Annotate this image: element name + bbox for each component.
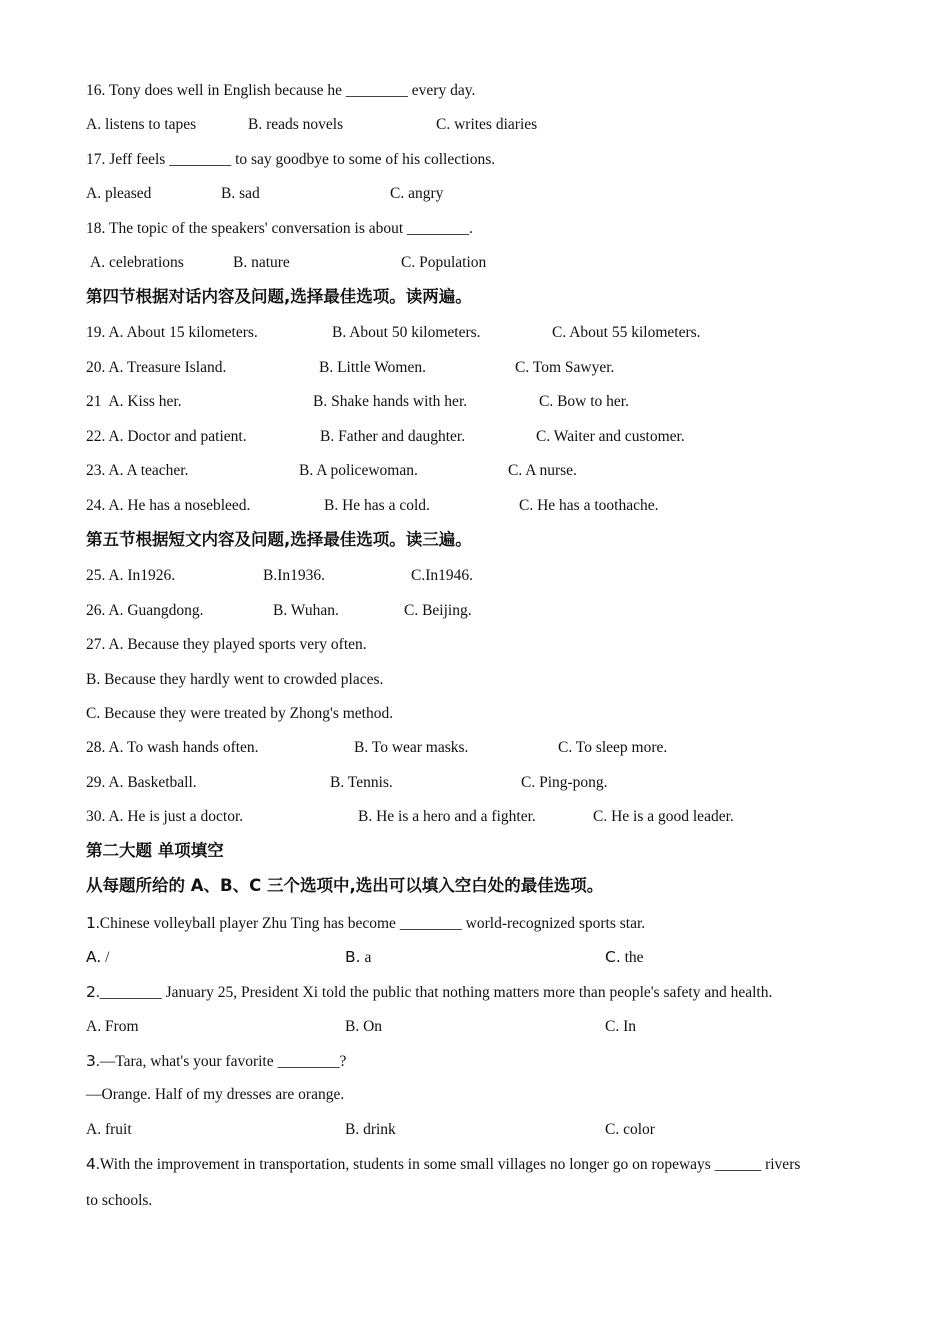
question-26-option-c: C. Beijing.	[404, 602, 472, 619]
question-25-option-c: C.In1946.	[411, 567, 473, 584]
part2-question-1-option-a	[86, 947, 109, 968]
question-20-option-c: C. Tom Sawyer.	[515, 359, 615, 376]
question-30-option-c: C. He is a good leader.	[593, 808, 734, 825]
question-19-option-a: 19. A. About 15 kilometers.	[86, 324, 258, 341]
question-30-option-a: 30. A. He is just a doctor.	[86, 808, 244, 825]
question-19-option-c: C. About 55 kilometers.	[552, 324, 701, 341]
question-22-option-a: 22. A. Doctor and patient.	[86, 428, 247, 445]
part2-question-4-text: .With the improvement in transportation, students in some small villages no longer go on ropeways ______ rivers	[95, 1156, 801, 1173]
part2-question-2-option-c: C. In	[605, 1018, 636, 1035]
part-2-title: 第二大题 单项填空	[86, 841, 224, 860]
part2-question-3-option-a: A. fruit	[86, 1121, 132, 1138]
question-24-option-b: B. He has a cold.	[324, 497, 430, 514]
question-24-option-a: 24. A. He has a nosebleed.	[86, 497, 251, 514]
question-18-option-c: C. Population	[401, 254, 487, 271]
question-19-option-b: B. About 50 kilometers.	[332, 324, 481, 341]
question-26-option-a: 26. A. Guangdong.	[86, 602, 204, 619]
section-4-heading: 第四节根据对话内容及问题,选择最佳选项。读两遍。	[86, 287, 472, 306]
part2-question-1-option-c	[605, 947, 644, 968]
question-16-option-c: C. writes diaries	[436, 116, 538, 133]
question-21-option-b: B. Shake hands with her.	[313, 393, 468, 410]
question-18-option-a: A. celebrations	[90, 254, 184, 271]
question-17-stem: 17. Jeff feels ________ to say goodbye to some of his collections.	[86, 151, 496, 168]
question-28-option-a: 28. A. To wash hands often.	[86, 739, 259, 756]
question-27-option-b: B. Because they hardly went to crowded places.	[86, 671, 384, 688]
part-2-instructions: 从每题所给的 A、B、C 三个选项中,选出可以填入空白处的最佳选项。	[86, 876, 604, 895]
question-24-option-c: C. He has a toothache.	[519, 497, 659, 514]
part2-question-1-number: 1	[86, 914, 96, 932]
option-a-text: /	[101, 949, 110, 966]
part2-question-4-stem	[86, 1154, 800, 1175]
question-30-option-b: B. He is a hero and a fighter.	[358, 808, 536, 825]
option-b-text: a	[360, 949, 372, 966]
question-28-option-c: C. To sleep more.	[558, 739, 668, 756]
part2-question-1-stem	[86, 913, 645, 934]
question-23-option-a: 23. A. A teacher.	[86, 462, 189, 479]
part2-question-1-option-b	[345, 947, 371, 968]
question-25-option-a: 25. A. In1926.	[86, 567, 176, 584]
part2-question-3-number: 3	[86, 1052, 96, 1070]
part2-question-3-text: .—Tara, what's your favorite ________?	[95, 1053, 347, 1070]
question-27-option-a: 27. A. Because they played sports very often.	[86, 636, 367, 653]
part2-question-4-number: 4	[86, 1155, 96, 1173]
section-5-heading: 第五节根据短文内容及问题,选择最佳选项。读三遍。	[86, 530, 472, 549]
part2-question-2-option-a: A. From	[86, 1018, 139, 1035]
option-a-label: A.	[86, 948, 102, 966]
option-c-text: the	[620, 949, 644, 966]
question-20-option-a: 20. A. Treasure Island.	[86, 359, 227, 376]
option-c-label: C.	[605, 948, 621, 966]
question-23-option-c: C. A nurse.	[508, 462, 577, 479]
part2-question-3-option-c: C. color	[605, 1121, 655, 1138]
part2-question-2-number: 2	[86, 983, 96, 1001]
question-29-option-c: C. Ping-pong.	[521, 774, 608, 791]
question-17-option-c: C. angry	[390, 185, 444, 202]
part2-question-1-text: .Chinese volleyball player Zhu Ting has become ________ world-recognized sports star.	[95, 915, 646, 932]
part2-question-2-option-b: B. On	[345, 1018, 383, 1035]
question-25-option-b: B.In1936.	[263, 567, 325, 584]
question-21-option-c: C. Bow to her.	[539, 393, 629, 410]
question-18-option-b: B. nature	[233, 254, 290, 271]
question-18-stem: 18. The topic of the speakers' conversation is about ________.	[86, 220, 473, 237]
question-22-option-b: B. Father and daughter.	[320, 428, 466, 445]
question-26-option-b: B. Wuhan.	[273, 602, 339, 619]
part2-question-4-continuation: to schools.	[86, 1192, 153, 1209]
question-21-option-a: 21 A. Kiss her.	[86, 393, 182, 410]
question-22-option-c: C. Waiter and customer.	[536, 428, 685, 445]
part2-question-3-reply: —Orange. Half of my dresses are orange.	[86, 1086, 345, 1103]
part2-question-2-text: .________ January 25, President Xi told the public that nothing matters more than people's safety and health.	[95, 984, 773, 1001]
question-27-option-c: C. Because they were treated by Zhong's method.	[86, 705, 394, 722]
question-29-option-b: B. Tennis.	[330, 774, 393, 791]
part2-question-2-stem	[86, 982, 772, 1003]
part2-question-3-stem	[86, 1051, 346, 1072]
question-20-option-b: B. Little Women.	[319, 359, 426, 376]
option-b-label: B.	[345, 948, 361, 966]
question-28-option-b: B. To wear masks.	[354, 739, 469, 756]
question-16-option-a: A. listens to tapes	[86, 116, 197, 133]
question-17-option-a: A. pleased	[86, 185, 152, 202]
question-23-option-b: B. A policewoman.	[299, 462, 418, 479]
question-16-option-b: B. reads novels	[248, 116, 344, 133]
part2-question-3-option-b: B. drink	[345, 1121, 396, 1138]
question-17-option-b: B. sad	[221, 185, 260, 202]
question-29-option-a: 29. A. Basketball.	[86, 774, 197, 791]
question-16-stem: 16. Tony does well in English because he ________ every day.	[86, 82, 476, 99]
